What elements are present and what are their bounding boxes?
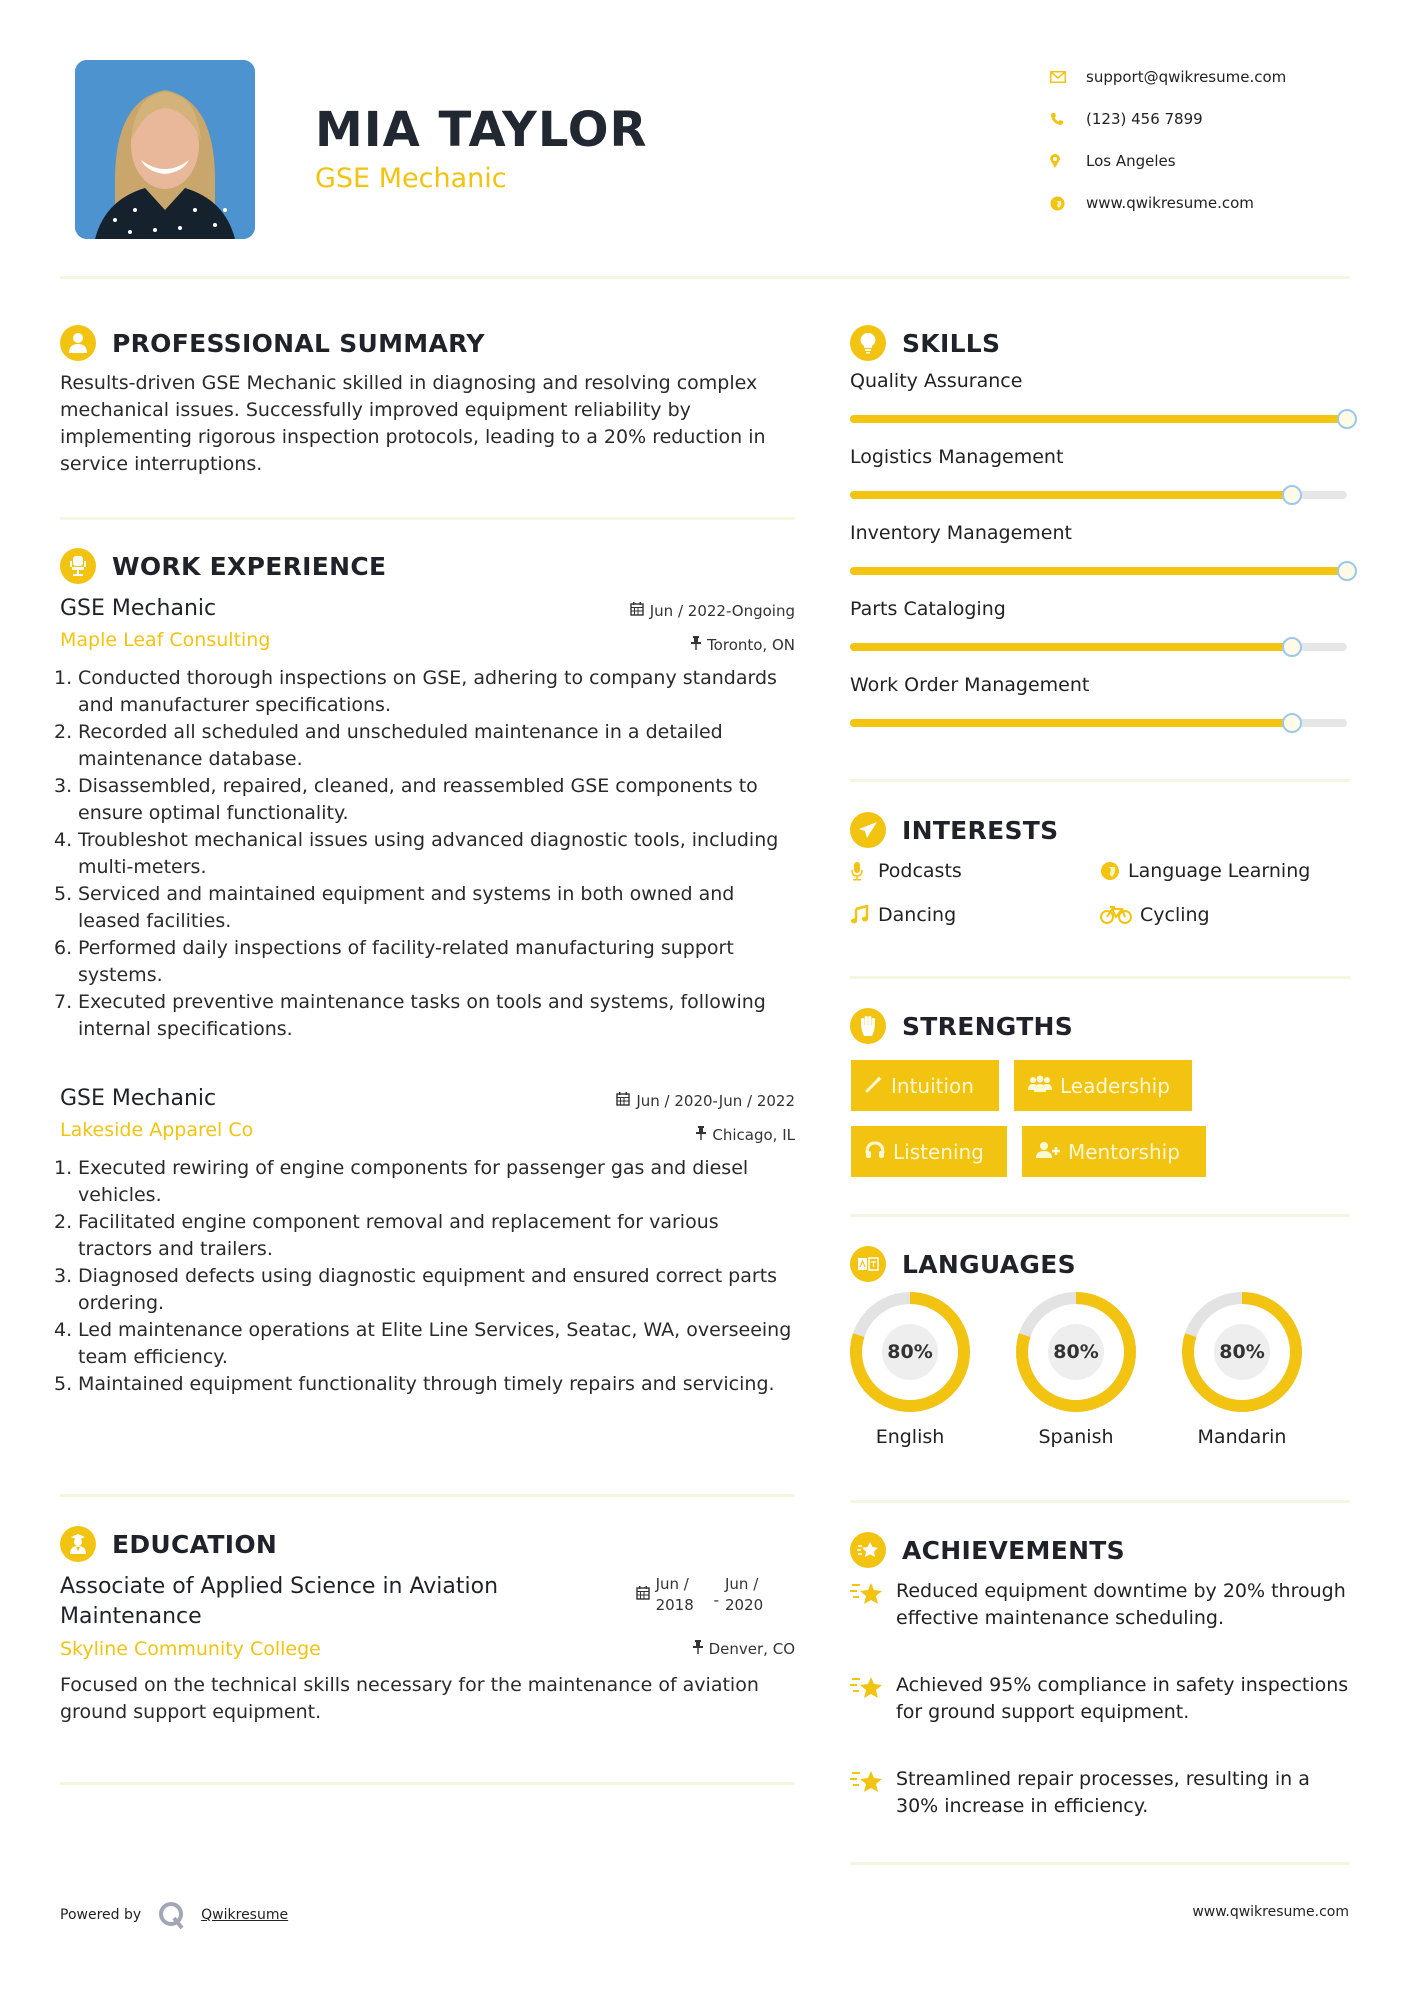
pushpin-icon (693, 1640, 703, 1658)
achievements-title: ACHIEVEMENTS (902, 1535, 1125, 1565)
strengths-heading (850, 1008, 1073, 1044)
achievement-text: Reduced equipment downtime by 20% through effective maintenance scheduling. (896, 1580, 1346, 1629)
strength-badge (1022, 1126, 1206, 1177)
interest-item (1100, 904, 1210, 926)
job-bullet: 4. Led maintenance operations at Elite Line Services, Seatac, WA, overseeing team efficiency. (54, 1319, 792, 1368)
pushpin-icon (696, 1126, 706, 1144)
education-title: EDUCATION (112, 1529, 278, 1559)
job-bullet: 1. Executed rewiring of engine components for passenger gas and diesel vehicles. (54, 1157, 749, 1206)
qwikresume-logo-icon (157, 1900, 187, 1930)
contact-list (1050, 56, 1286, 224)
skill-bar (850, 415, 1347, 423)
summary-heading (60, 325, 485, 361)
skills-list (850, 370, 1350, 750)
education-location-value: Denver, CO (708, 1640, 795, 1658)
skill-knob (1282, 485, 1302, 505)
job-bullet: 7. Executed preventive maintenance tasks on tools and systems, following internal specifications. (54, 991, 766, 1040)
skills-heading (850, 325, 1000, 361)
languages-heading (850, 1246, 1076, 1282)
language-label: Spanish (1038, 1426, 1114, 1448)
magic-wand-icon (865, 1074, 883, 1098)
candidate-name: MIA TAYLOR (315, 102, 648, 158)
skill-label: Logistics Management (850, 446, 1064, 468)
language-icon (850, 1246, 886, 1282)
job-title: GSE Mechanic (60, 1086, 217, 1111)
users-icon (1028, 1074, 1052, 1098)
job-bullet: 1. Conducted thorough inspections on GSE, adhering to company standards and manufacturer specifications. (54, 667, 777, 716)
skill-label: Inventory Management (850, 522, 1072, 544)
strength-badge (851, 1126, 1007, 1177)
interests-divider (850, 976, 1350, 979)
language-label: English (875, 1426, 945, 1448)
footer-website[interactable]: www.qwikresume.com (1192, 1904, 1349, 1920)
job-bullets (54, 1155, 795, 1398)
qwikresume-link[interactable]: Qwikresume (201, 1907, 289, 1923)
summary-title: PROFESSIONAL SUMMARY (112, 328, 485, 358)
language-progress-ring (1014, 1290, 1138, 1414)
skill-bar (850, 567, 1347, 575)
achievement-text: Achieved 95% compliance in safety inspections for ground support equipment. (896, 1674, 1349, 1723)
education-start: Jun / 2018 (655, 1575, 694, 1614)
header-divider (60, 276, 1350, 279)
phone-icon (1050, 112, 1086, 126)
star-badge-icon (850, 1532, 886, 1568)
skill-label: Quality Assurance (850, 370, 1023, 392)
achievement-item (850, 1766, 1350, 1820)
skill-bar (850, 643, 1347, 651)
shooting-star-icon (850, 1578, 896, 1632)
languages-divider (850, 1500, 1350, 1503)
strength-label: Listening (893, 1139, 984, 1164)
powered-by-label: Powered by (60, 1907, 142, 1923)
job-bullet: 6. Performed daily inspections of facility-related manufacturing support systems. (54, 937, 734, 986)
strength-badge (1014, 1060, 1192, 1111)
job-location (696, 1126, 795, 1144)
contact-phone-value: (123) 456 7899 (1086, 110, 1203, 128)
skill-item (850, 522, 1350, 598)
job-entry-2 (54, 1086, 795, 1466)
interests-title: INTERESTS (902, 815, 1059, 845)
interests-heading (850, 812, 1058, 848)
education-location (693, 1640, 795, 1658)
summary-divider (60, 517, 795, 520)
interest-label: Language Learning (1128, 860, 1311, 882)
education-heading (60, 1526, 277, 1562)
language-percent: 80% (1048, 1324, 1104, 1380)
skill-bar (850, 491, 1347, 499)
job-dates (616, 1092, 795, 1110)
contact-email[interactable] (1050, 56, 1286, 98)
job-bullet: 3. Diagnosed defects using diagnostic equipment and ensured correct parts ordering. (54, 1265, 778, 1314)
shooting-star-icon (850, 1766, 896, 1820)
contact-location (1050, 140, 1286, 182)
education-divider (60, 1782, 795, 1785)
lightbulb-icon (850, 325, 886, 361)
office-chair-icon (60, 548, 96, 584)
job-bullet: 2. Facilitated engine component removal and replacement for various tractors and trailers. (54, 1211, 719, 1260)
job-location-value: Toronto, ON (707, 636, 795, 654)
job-company: Maple Leaf Consulting (60, 629, 271, 651)
school-name: Skyline Community College (60, 1638, 321, 1660)
interest-label: Podcasts (878, 860, 962, 882)
achievement-text: Streamlined repair processes, resulting in a 30% increase in efficiency. (896, 1768, 1310, 1817)
job-company: Lakeside Apparel Co (60, 1119, 254, 1141)
education-date-separator: - (713, 1591, 719, 1609)
calendar-icon (630, 602, 644, 620)
skill-item (850, 674, 1350, 750)
skill-item (850, 446, 1350, 522)
language-item (1014, 1290, 1138, 1448)
strengths-title: STRENGTHS (902, 1011, 1074, 1041)
interest-item (850, 904, 956, 926)
map-pin-icon (1050, 154, 1086, 168)
profile-photo (75, 60, 255, 239)
skill-item (850, 598, 1350, 674)
footer-powered-by (60, 1900, 288, 1930)
skills-divider (850, 779, 1350, 782)
experience-title: WORK EXPERIENCE (112, 551, 387, 581)
pushpin-icon (691, 636, 701, 654)
achievement-item (850, 1672, 1350, 1726)
job-bullets (54, 665, 795, 1043)
language-label: Mandarin (1197, 1426, 1287, 1448)
skill-knob (1282, 713, 1302, 733)
summary-text: Results-driven GSE Mechanic skilled in diagnosing and resolving complex mechanical issues. Successfully improved equipment reliability by implementing rigorous inspection protocols, leading to a 20% reduction in service interruptions. (60, 372, 766, 475)
user-plus-icon (1036, 1140, 1060, 1164)
skill-knob (1282, 637, 1302, 657)
job-dates (630, 602, 795, 620)
strength-label: Mentorship (1068, 1139, 1180, 1164)
job-bullet: 4. Troubleshot mechanical issues using advanced diagnostic tools, including multi-meters. (54, 829, 779, 878)
language-item (1180, 1290, 1304, 1448)
education-end: Jun / 2020 (725, 1575, 764, 1614)
calendar-icon (616, 1092, 630, 1110)
calendar-icon (636, 1586, 650, 1604)
job-entry-1 (54, 596, 795, 1056)
job-location (691, 636, 795, 654)
music-note-icon (850, 905, 878, 925)
paper-plane-icon (850, 812, 886, 848)
language-progress-ring (1180, 1290, 1304, 1414)
skill-bar (850, 719, 1347, 727)
profile-photo-illustration (75, 60, 255, 239)
job-dates-value: Jun / 2022-Ongoing (649, 602, 795, 620)
user-icon (60, 325, 96, 361)
achievements-heading (850, 1532, 1125, 1568)
graduate-icon (60, 1526, 96, 1562)
candidate-title: GSE Mechanic (315, 163, 507, 194)
skills-title: SKILLS (902, 328, 1001, 358)
skill-label: Parts Cataloging (850, 598, 1006, 620)
fist-icon (850, 1008, 886, 1044)
globe-icon (1050, 196, 1086, 211)
language-item (848, 1290, 972, 1448)
strength-badge (851, 1060, 999, 1111)
interest-label: Dancing (878, 904, 957, 926)
shooting-star-icon (850, 1672, 896, 1726)
language-percent: 80% (882, 1324, 938, 1380)
headphones-icon (865, 1140, 885, 1164)
education-dates (636, 1574, 769, 1616)
skill-item (850, 370, 1350, 446)
job-bullet: 5. Serviced and maintained equipment and systems in both owned and leased facilities. (54, 883, 735, 932)
skill-label: Work Order Management (850, 674, 1090, 696)
interest-item (850, 860, 962, 882)
job-location-value: Chicago, IL (712, 1126, 795, 1144)
skill-knob (1337, 409, 1357, 429)
degree-title: Associate of Applied Science in Aviation Maintenance (60, 1574, 499, 1629)
contact-location-value: Los Angeles (1086, 152, 1176, 170)
experience-heading (60, 548, 386, 584)
contact-phone[interactable] (1050, 98, 1286, 140)
bicycle-icon (1100, 906, 1140, 924)
achievements-divider (850, 1862, 1350, 1865)
job-title: GSE Mechanic (60, 596, 217, 621)
strength-label: Leadership (1060, 1073, 1170, 1098)
job-bullet: 2. Recorded all scheduled and unscheduled maintenance in a detailed maintenance database. (54, 721, 723, 770)
strengths-divider (850, 1214, 1350, 1217)
strength-label: Intuition (891, 1073, 974, 1098)
languages-title: LANGUAGES (902, 1249, 1076, 1279)
achievement-item (850, 1578, 1350, 1632)
envelope-icon (1050, 71, 1086, 83)
education-entry (60, 1572, 795, 1732)
skill-knob (1337, 561, 1357, 581)
globe-icon (1100, 861, 1128, 881)
education-description: Focused on the technical skills necessary for the maintenance of aviation ground support equipment. (60, 1674, 759, 1723)
language-progress-ring (848, 1290, 972, 1414)
contact-website[interactable] (1050, 182, 1286, 224)
experience-divider (60, 1494, 795, 1497)
job-dates-value: Jun / 2020-Jun / 2022 (636, 1092, 795, 1110)
interest-item (1100, 860, 1310, 882)
microphone-icon (850, 861, 878, 881)
language-percent: 80% (1214, 1324, 1270, 1380)
contact-email-value: support@qwikresume.com (1086, 68, 1287, 86)
job-bullet: 3. Disassembled, repaired, cleaned, and reassembled GSE components to ensure optimal functionality. (54, 775, 758, 824)
job-bullet: 5. Maintained equipment functionality through timely repairs and servicing. (54, 1373, 775, 1395)
contact-website-value: www.qwikresume.com (1086, 194, 1254, 212)
interest-label: Cycling (1140, 904, 1210, 926)
